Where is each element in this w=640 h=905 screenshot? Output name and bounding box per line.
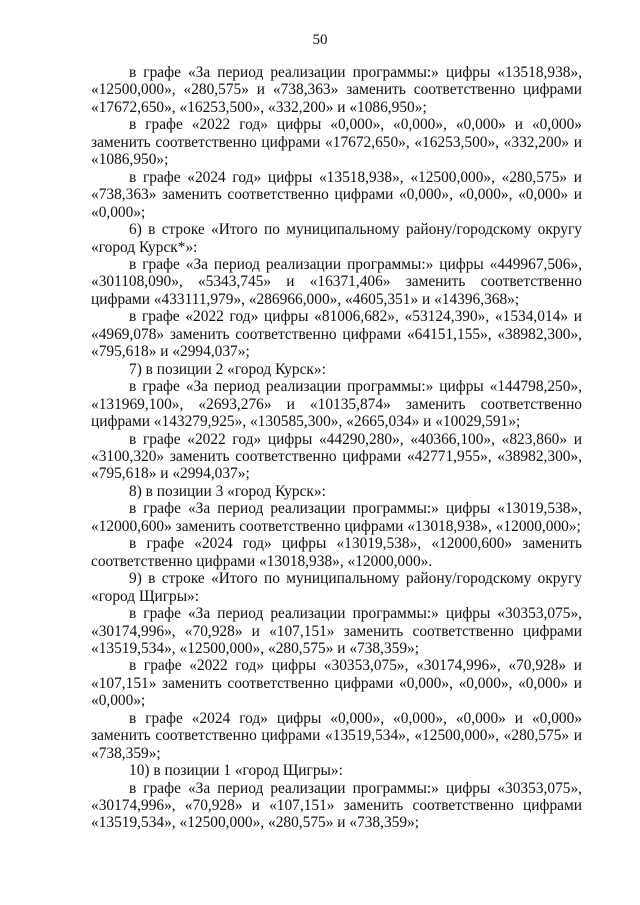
paragraph-6: в графе «2022 год» цифры «81006,682», «53124,390», «1534,014» и «4969,078» заменить соответственно цифрами «64151,155», «38982,300», «795,618» и «2994,037»; <box>91 308 582 361</box>
paragraph-11: в графе «За период реализации программы:» цифры «13019,538», «12000,600» заменить соответственно цифрами «13018,938», «12000,000»; <box>91 500 582 535</box>
paragraph-14: в графе «За период реализации программы:» цифры «30353,075», «30174,996», «70,928» и «107,151» заменить соответственно цифрами «13519,534», «12500,000», «280,575» и «738,359»; <box>91 605 582 657</box>
paragraph-16: в графе «2024 год» цифры «0,000», «0,000», «0,000» и «0,000» заменить соответственно цифрами «13519,534», «12500,000», «280,575» и «738,359»; <box>91 709 582 762</box>
document-body <box>91 64 582 832</box>
paragraph-12: в графе «2024 год» цифры «13019,538», «12000,600» заменить соответственно цифрами «13018,938», «12000,000». <box>91 535 582 570</box>
paragraph-7: 7) в позиции 2 «город Курск»: <box>129 360 326 378</box>
paragraph-9: в графе «2022 год» цифры «44290,280», «40366,100», «823,860» и «3100,320» заменить соответственно цифрами «42771,955», «38982,300», «795,618» и «2994,037»; <box>91 430 582 483</box>
paragraph-17: 10) в позиции 1 «город Щигры»: <box>129 762 343 780</box>
paragraph-4: 6) в строке «Итого по муниципальному району/городскому округу «город Курск*»: <box>91 221 582 256</box>
paragraph-3: в графе «2024 год» цифры «13518,938», «12500,000», «280,575» и «738,363» заменить соответственно цифрами «0,000», «0,000», «0,000» и «0,000»; <box>91 168 582 221</box>
page-number: 50 <box>312 32 328 48</box>
paragraph-5: в графе «За период реализации программы:» цифры «449967,506», «301108,090», «5343,745» и «16371,406» заменить соответственно цифрами «433111,979», «286966,000», «4605,351» и «14396,368»; <box>91 255 582 308</box>
paragraph-18: в графе «За период реализации программы:» цифры «30353,075», «30174,996», «70,928» и «107,151» заменить соответственно цифрами «13519,534», «12500,000», «280,575» и «738,359»; <box>91 779 582 832</box>
paragraph-8: в графе «За период реализации программы:» цифры «144798,250», «131969,100», «2693,276» и «10135,874» заменить соответственно цифрами «143279,925», «130585,300», «2665,034» и «10029,591»; <box>91 378 582 431</box>
paragraph-13: 9) в строке «Итого по муниципальному району/городскому округу «город Щигры»: <box>91 570 582 605</box>
paragraph-15: в графе «2022 год» цифры «30353,075», «30174,996», «70,928» и «107,151» заменить соответственно цифрами «0,000», «0,000», «0,000» и «0,000»; <box>91 657 582 710</box>
paragraph-1: в графе «За период реализации программы:» цифры «13518,938», «12500,000», «280,575» и «738,363» заменить соответственно цифрами «17672,650», «16253,500», «332,200» и «1086,950»; <box>91 64 582 116</box>
paragraph-10: 8) в позиции 3 «город Курск»: <box>129 482 326 500</box>
paragraph-2: в графе «2022 год» цифры «0,000», «0,000», «0,000» и «0,000» заменить соответственно цифрами «17672,650», «16253,500», «332,200» и «1086,950»; <box>91 116 582 169</box>
